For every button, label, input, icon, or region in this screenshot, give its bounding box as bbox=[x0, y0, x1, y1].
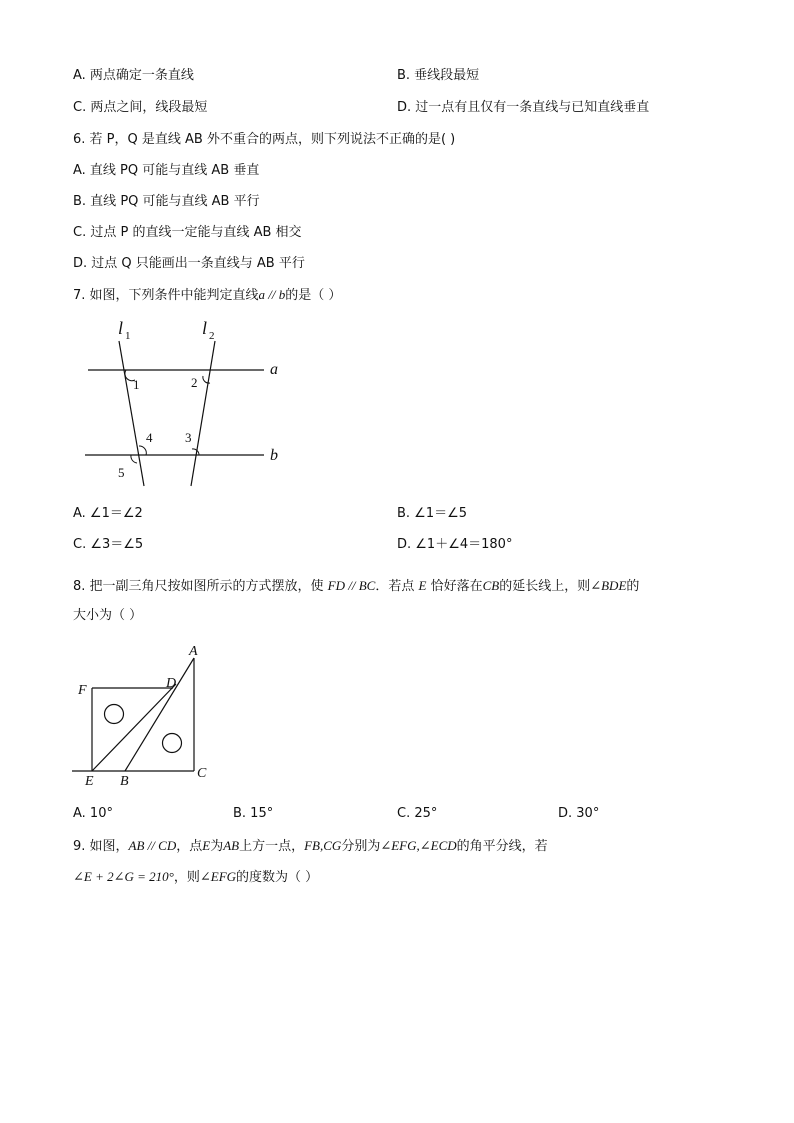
point-f: F bbox=[78, 683, 87, 698]
q6-option-b: B. 直线 PQ 可能与直线 AB 平行 bbox=[73, 194, 260, 209]
q9-math-efg: ∠EFG bbox=[199, 869, 237, 884]
point-d: D bbox=[166, 676, 177, 691]
point-c: C bbox=[197, 766, 207, 781]
q9-stem-mid3: 上方一点， bbox=[239, 839, 305, 854]
q9-math-ab: AB bbox=[223, 838, 240, 853]
q7-stem-math: a // b bbox=[258, 287, 286, 302]
q9-stem-line2-mid: ，则 bbox=[173, 870, 200, 885]
label-l2: l bbox=[202, 318, 208, 338]
q7-option-c: C. ∠3＝∠5 bbox=[73, 537, 144, 552]
q9-math-condition: ∠E + 2∠G = 210° bbox=[73, 869, 174, 884]
q7-option-a: A. ∠1＝∠2 bbox=[73, 506, 143, 521]
q8-option-a: A. 10° bbox=[73, 806, 113, 821]
label-a: a bbox=[270, 361, 278, 378]
label-l1-sub: 1 bbox=[125, 330, 131, 342]
q8-stem-line2: 大小为（ ） bbox=[73, 608, 143, 623]
q7-stem-pre: 7. 如图，下列条件中能判定直线 bbox=[73, 288, 259, 303]
q9-stem-mid1: ，点 bbox=[176, 839, 203, 854]
angle-label-1: 1 bbox=[133, 377, 140, 392]
label-b: b bbox=[270, 447, 278, 464]
q7-option-d: D. ∠1＋∠4＝180° bbox=[397, 537, 513, 552]
q9-stem-post: 的角平分线，若 bbox=[456, 839, 548, 854]
point-e: E bbox=[85, 774, 94, 789]
q7-stem-post: 的是（ ） bbox=[285, 288, 342, 303]
side-de bbox=[92, 684, 176, 771]
q9-stem-line2 bbox=[73, 869, 318, 886]
q8-stem-mid2: 恰好落在 bbox=[426, 579, 483, 594]
angle-label-2: 2 bbox=[191, 375, 198, 390]
q9-stem-mid4: 分别为 bbox=[341, 839, 381, 854]
triangle-hole-right bbox=[163, 734, 182, 753]
side-ab bbox=[125, 658, 194, 771]
q5-option-d: D. 过一点有且仅有一条直线与已知直线垂直 bbox=[397, 100, 650, 115]
q7-option-b: B. ∠1＝∠5 bbox=[397, 506, 468, 521]
q9-stem-line2-post: 的度数为（ ） bbox=[236, 870, 319, 885]
q8-math-e: E bbox=[418, 578, 427, 593]
q8-stem-pre: 8. 把一副三角尺按如图所示的方式摆放，使 bbox=[73, 579, 328, 594]
angle-label-5: 5 bbox=[118, 465, 125, 480]
q8-option-d: D. 30° bbox=[558, 806, 600, 821]
point-a: A bbox=[189, 644, 198, 659]
q9-stem-pre: 9. 如图， bbox=[73, 839, 129, 854]
q8-stem-mid3: 的延长线上，则 bbox=[499, 579, 591, 594]
point-b: B bbox=[120, 774, 129, 789]
q9-stem bbox=[73, 838, 548, 855]
q6-option-a: A. 直线 PQ 可能与直线 AB 垂直 bbox=[73, 163, 260, 178]
q6-option-d: D. 过点 Q 只能画出一条直线与 AB 平行 bbox=[73, 256, 305, 271]
q6-option-c: C. 过点 P 的直线一定能与直线 AB 相交 bbox=[73, 225, 302, 240]
q8-math-fd-bc: FD // BC bbox=[327, 578, 376, 593]
label-l2-sub: 2 bbox=[209, 330, 215, 342]
q9-math-e: E bbox=[202, 838, 211, 853]
q8-stem-post: 的 bbox=[626, 579, 640, 594]
q8-option-c: C. 25° bbox=[397, 806, 438, 821]
q8-option-b: B. 15° bbox=[233, 806, 274, 821]
angle-label-3: 3 bbox=[185, 430, 192, 445]
triangle-hole-left bbox=[105, 705, 124, 724]
q5-option-b: B. 垂线段最短 bbox=[397, 68, 480, 83]
label-l1: l bbox=[118, 318, 124, 338]
angle-label-4: 4 bbox=[146, 430, 153, 445]
q5-option-c: C. 两点之间，线段最短 bbox=[73, 100, 208, 115]
q9-math-angles: ∠EFG,∠ECD bbox=[380, 838, 457, 853]
q9-stem-mid2: 为 bbox=[210, 839, 224, 854]
q9-math-ab-cd: AB // CD bbox=[128, 838, 177, 853]
q6-stem: 6. 若 P，Q 是直线 AB 外不重合的两点，则下列说法不正确的是( ) bbox=[73, 132, 456, 147]
q5-option-a: A. 两点确定一条直线 bbox=[73, 68, 194, 83]
q9-math-fb-cg: FB,CG bbox=[304, 838, 342, 853]
q8-math-cb: CB bbox=[482, 578, 500, 593]
q8-math-bde: ∠BDE bbox=[590, 578, 627, 593]
q8-stem-mid1: ．若点 bbox=[375, 579, 419, 594]
